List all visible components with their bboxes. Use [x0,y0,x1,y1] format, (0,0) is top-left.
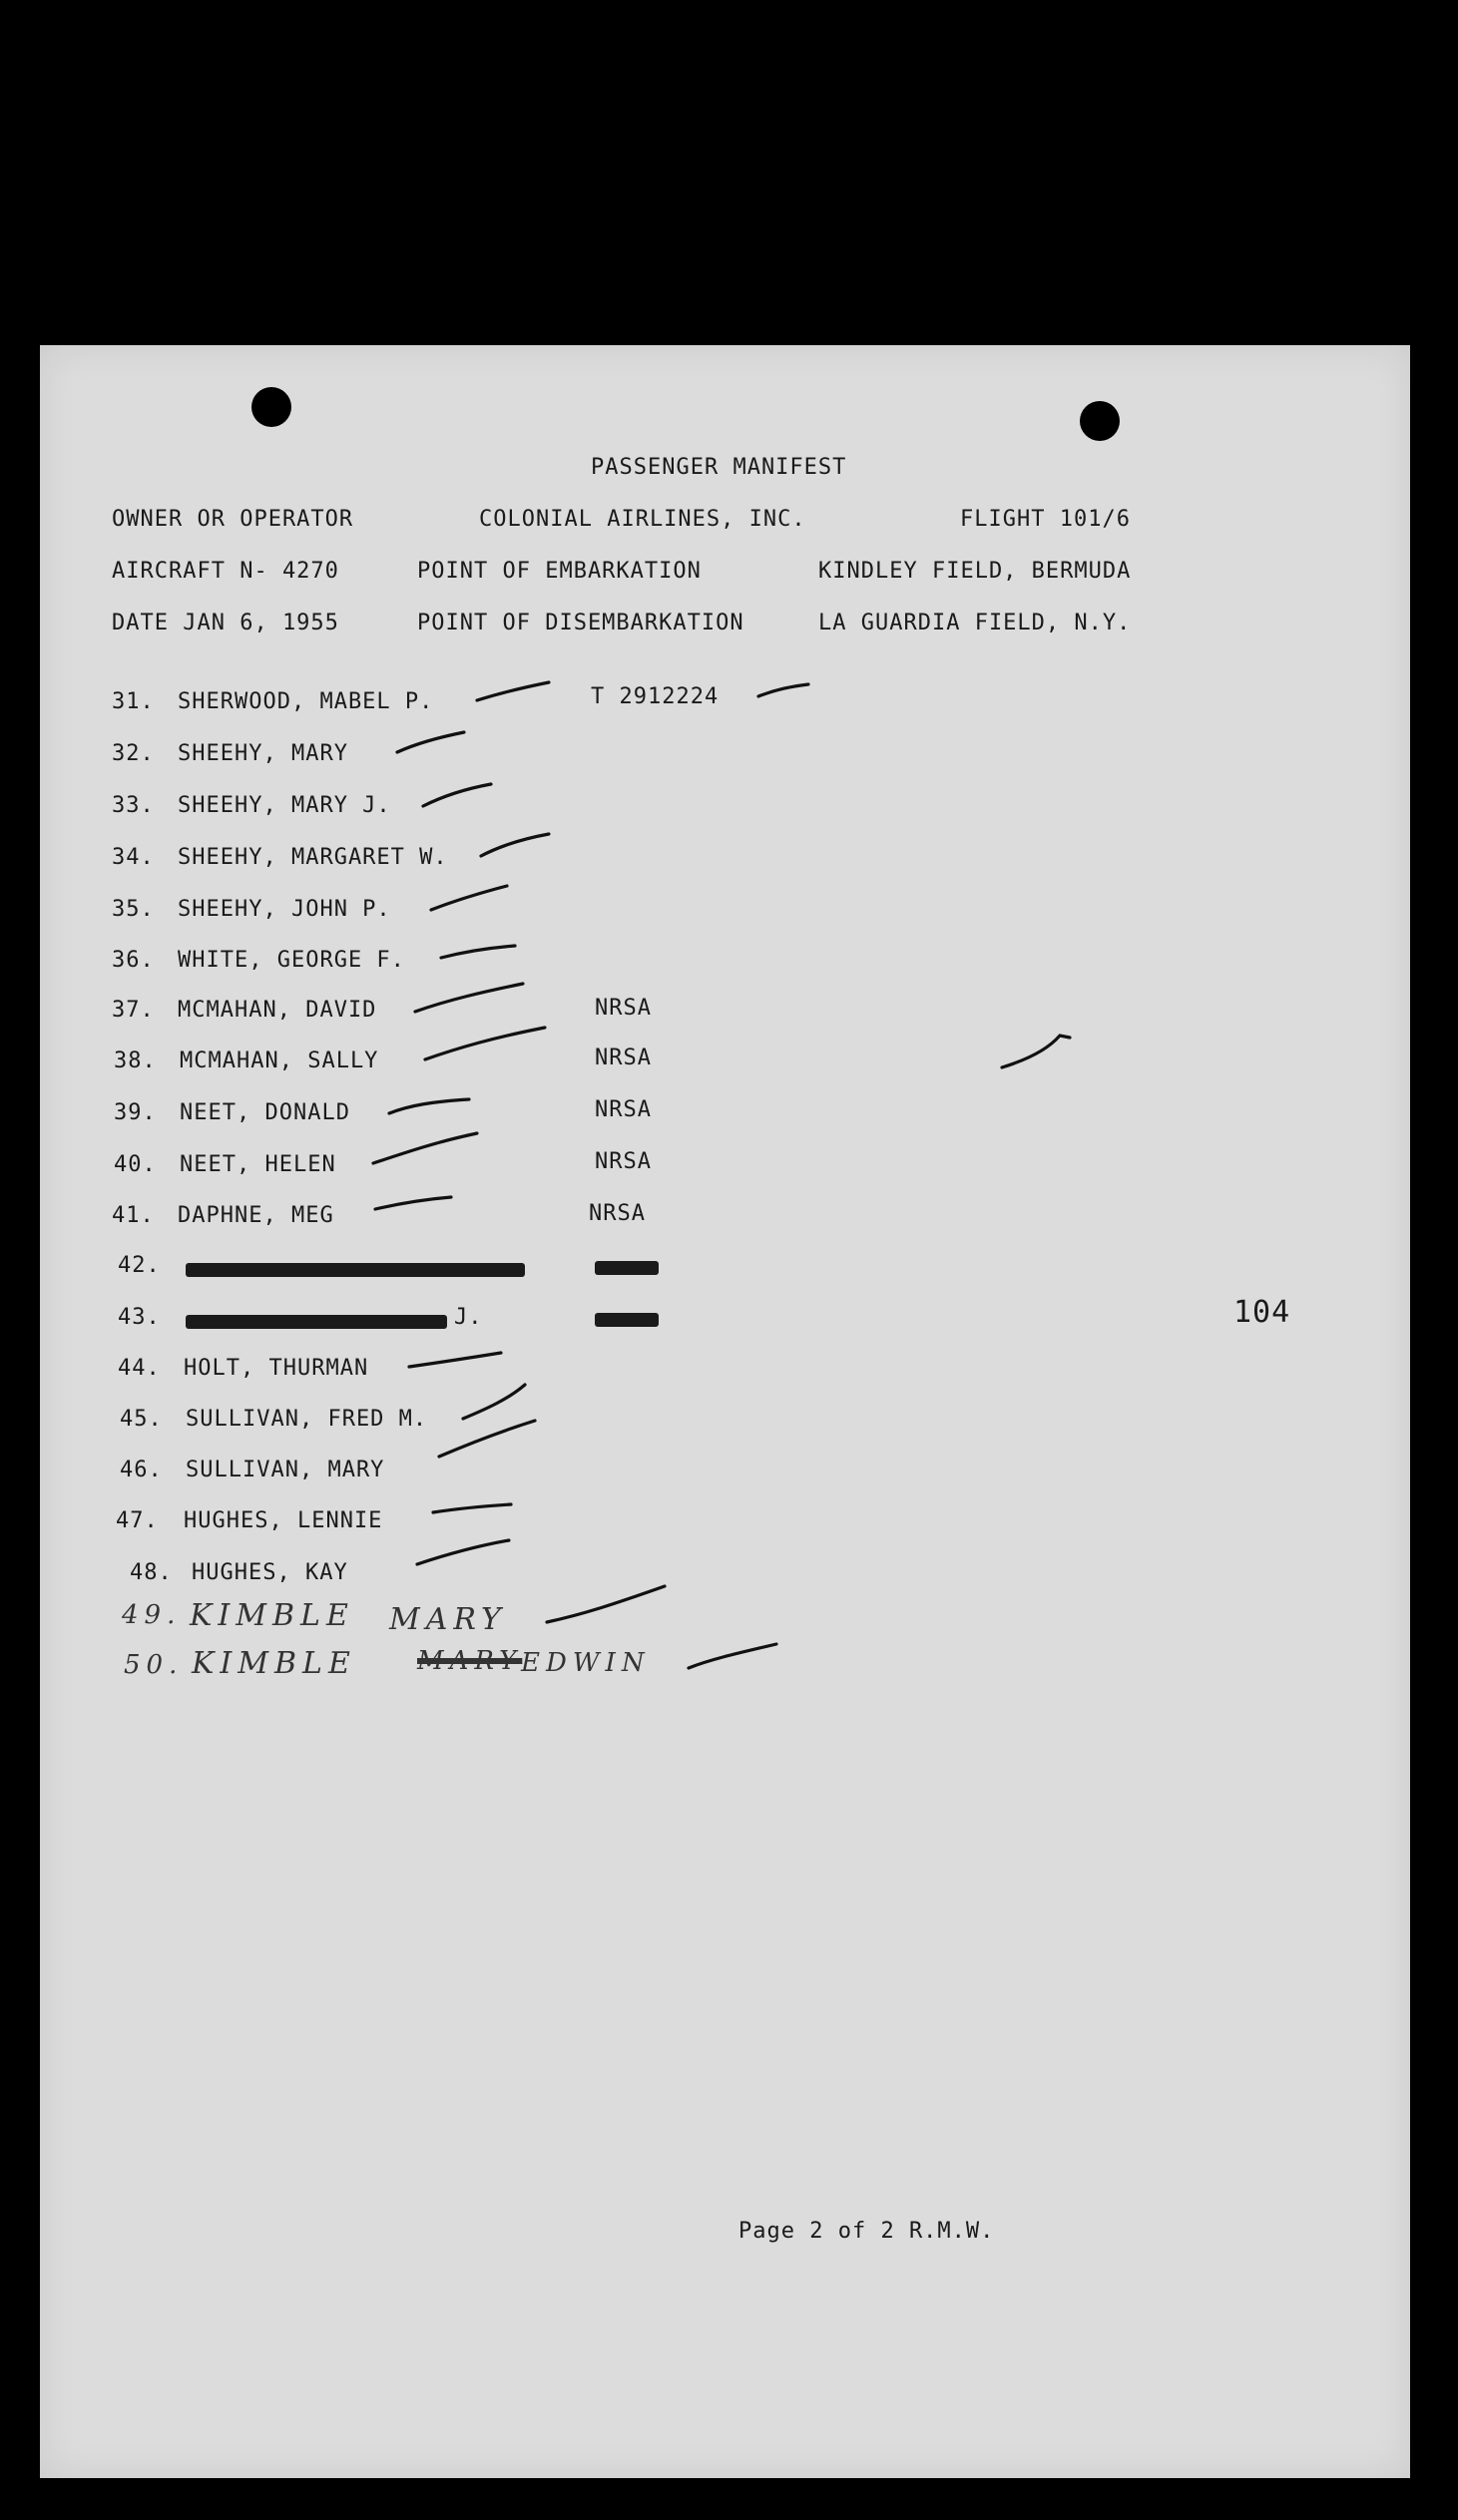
passenger-name: J. [454,1305,483,1330]
page-stamp-number: 104 [1233,1295,1291,1330]
passenger-name: SULLIVAN, MARY [186,1458,385,1482]
aircraft: AIRCRAFT N- 4270 [112,559,339,584]
passenger-note: T 2912224 [591,684,720,709]
disembark-value: LA GUARDIA FIELD, N.Y. [818,611,1132,635]
passenger-name: DAPHNE, MEG [178,1203,334,1228]
row-num: 35. [112,897,155,922]
passenger-note: NRSA [595,996,652,1021]
row-num: 32. [112,741,155,766]
passenger-name: HOLT, THURMAN [184,1356,369,1381]
row-num: 46. [120,1458,163,1482]
embark-value: KINDLEY FIELD, BERMUDA [818,559,1132,584]
passenger-note: NRSA [595,1097,652,1122]
handwritten-surname: KIMBLE [190,1598,354,1633]
passenger-name: HUGHES, LENNIE [184,1508,383,1533]
owner-value: COLONIAL AIRLINES, INC. [479,507,806,532]
row-num: 41. [112,1203,155,1228]
handwritten-num: 49. [122,1600,182,1630]
embark-label: POINT OF EMBARKATION [417,559,702,584]
handwritten-surname: KIMBLE [192,1646,356,1681]
flight-number: FLIGHT 101/6 [960,507,1131,532]
handwritten-given: MARY [389,1602,507,1637]
passenger-name: SHEEHY, JOHN P. [178,897,391,922]
row-num: 37. [112,998,155,1023]
handwritten-struck: MARY [417,1646,523,1676]
handwritten-num: 50. [124,1650,184,1680]
disembark-label: POINT OF DISEMBARKATION [417,611,744,635]
row-num: 44. [118,1356,161,1381]
handwritten-given: EDWIN [521,1648,651,1678]
row-num: 34. [112,845,155,870]
row-num: 48. [130,1560,173,1585]
row-num: 31. [112,689,155,714]
manifest-title: PASSENGER MANIFEST [591,455,847,480]
passenger-name: HUGHES, KAY [192,1560,348,1585]
passenger-name: MCMAHAN, SALLY [180,1049,379,1073]
row-num: 36. [112,948,155,973]
passenger-name: WHITE, GEORGE F. [178,948,405,973]
passenger-name: NEET, DONALD [180,1100,350,1125]
passenger-name: SHEEHY, MARY J. [178,793,391,818]
row-num: 38. [114,1049,157,1073]
passenger-note: NRSA [589,1201,646,1226]
passenger-name: SHEEHY, MARY [178,741,348,766]
row-num: 47. [116,1508,159,1533]
page-footer: Page 2 of 2 R.M.W. [738,2219,995,2244]
row-num: 42. [118,1253,161,1278]
passenger-name: SULLIVAN, FRED M. [186,1407,428,1432]
check-marks [40,345,1410,2478]
passenger-name: SHERWOOD, MABEL P. [178,689,434,714]
date: DATE JAN 6, 1955 [112,611,339,635]
owner-label: OWNER OR OPERATOR [112,507,354,532]
passenger-name: NEET, HELEN [180,1152,336,1177]
passenger-note: NRSA [595,1149,652,1174]
row-num: 45. [120,1407,163,1432]
row-num: 40. [114,1152,157,1177]
row-num: 33. [112,793,155,818]
passenger-name: MCMAHAN, DAVID [178,998,377,1023]
passenger-note: NRSA [595,1046,652,1070]
passenger-name: SHEEHY, MARGARET W. [178,845,448,870]
manifest-page [40,345,1410,2478]
row-num: 43. [118,1305,161,1330]
row-num: 39. [114,1100,157,1125]
